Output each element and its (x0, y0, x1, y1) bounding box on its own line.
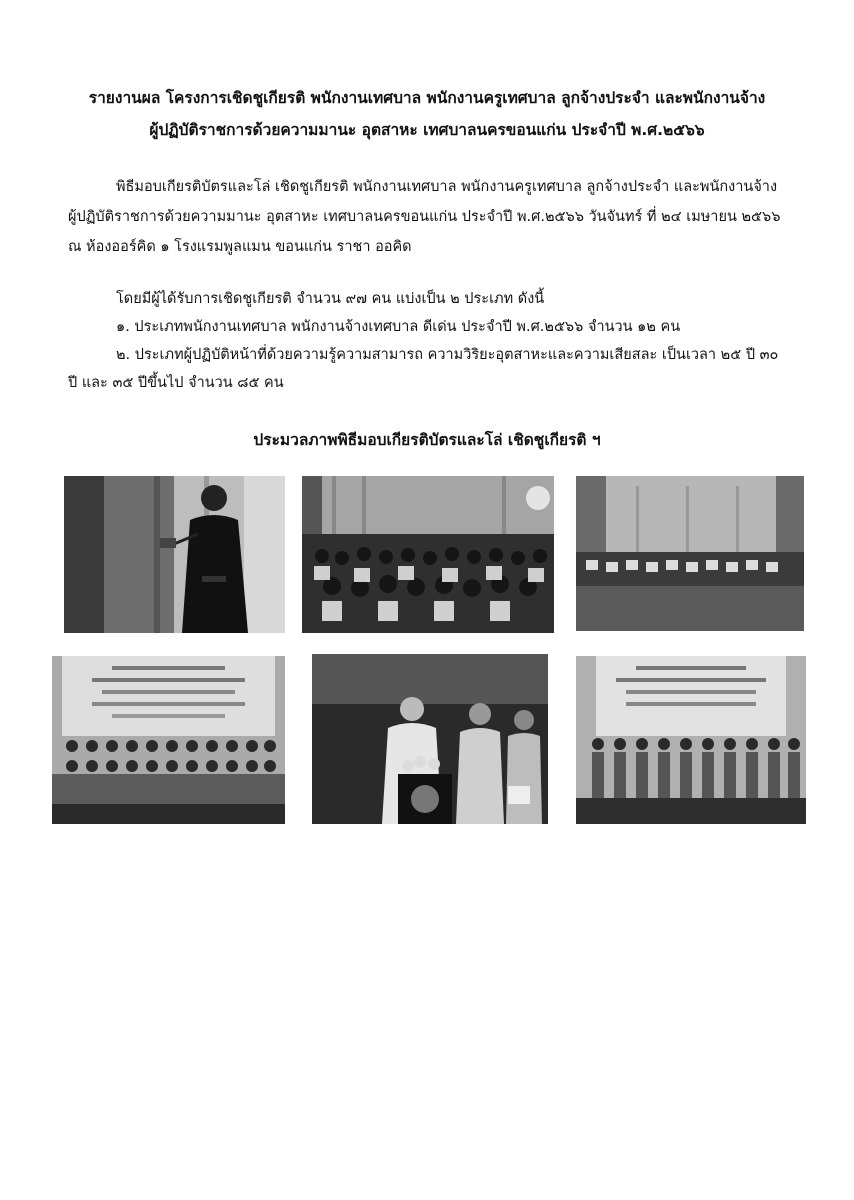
recipients-category-2-cont: ปี และ ๓๕ ปีขึ้นไป จำนวน ๘๕ คน (68, 375, 284, 391)
gallery-caption: ประมวลภาพพิธีมอบเกียรติบัตรและโล่ เชิดชูเกียรติ ฯ (253, 431, 601, 449)
photo-audience (302, 476, 554, 633)
title-line-1: รายงานผล โครงการเชิดชูเกียรติ พนักงานเทศบาล พนักงานครูเทศบาล ลูกจ้างประจำ และพนักงานจ้าง (88, 89, 766, 107)
intro-line-2: ผู้ปฏิบัติราชการด้วยความมานะ อุตสาหะ เทศบาลนครขอนแก่น ประจำปี พ.ศ.๒๕๖๖ วันจันทร์ ที่ ๒๔ เมษายน ๒๕๖๖ (68, 209, 781, 225)
photo-hall-wide (576, 476, 804, 631)
photo-officials (312, 654, 548, 824)
photo-group-1 (52, 656, 285, 824)
photo-speaker (64, 476, 285, 633)
recipients-category-2: ๒. ประเภทผู้ปฏิบัติหน้าที่ด้วยความรู้ความสามารถ ความวิริยะอุตสาหะและความเสียสละ เป็นเวลา ๒๕ ปี ๓๐ (116, 347, 779, 363)
recipients-category-1: ๑. ประเภทพนักงานเทศบาล พนักงานจ้างเทศบาล ดีเด่น ประจำปี พ.ศ.๒๕๖๖ จำนวน ๑๒ คน (116, 319, 681, 335)
photo-group-2 (576, 656, 806, 824)
intro-line-1: พิธีมอบเกียรติบัตรและโล่ เชิดชูเกียรติ พนักงานเทศบาล พนักงานครูเทศบาล ลูกจ้างประจำ และพนักงานจ้าง (116, 179, 778, 195)
intro-line-3: ณ ห้องออร์คิด ๑ โรงแรมพูลแมน ขอนแก่น ราชา ออคิด (68, 239, 412, 255)
recipients-summary: โดยมีผู้ได้รับการเชิดชูเกียรติ จำนวน ๙๗ คน แบ่งเป็น ๒ ประเภท ดังนี้ (116, 291, 545, 307)
title-line-2: ผู้ปฏิบัติราชการด้วยความมานะ อุตสาหะ เทศบาลนครขอนแก่น ประจำปี พ.ศ.๒๕๖๖ (149, 121, 705, 139)
